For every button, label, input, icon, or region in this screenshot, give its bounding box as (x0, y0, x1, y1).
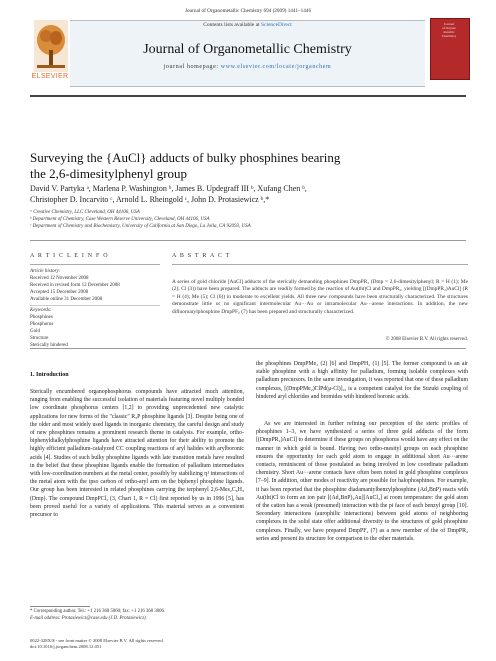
journal-homepage (70, 64, 425, 70)
abstract-divider (30, 348, 466, 349)
publisher-name: ELSEVIER (31, 73, 69, 80)
doi-line: doi:10.1016/j.jorganchem.2008.12.051 (30, 644, 102, 649)
keyword: Gold (30, 329, 40, 334)
cover-line: of Organo (441, 26, 457, 30)
contents-line (70, 22, 425, 28)
keywords-block (30, 307, 165, 349)
intro-right-column: the phosphines DmpPMe₂ (2) [6] and DmpPH₂ (1) [5]. The former compound is an air stable phosphine with a high affinity for palladium, forming isolable complexes with palladium precursors. In the same investigation, it was reported that one of these palladium complexes, [(DmpPMe₂)ClPd(μ-Cl)]₂, is a competent catalyst for the Suzuki coupling of hindered aryl chlorides and bromides with hindered boronic acids. (256, 361, 468, 400)
homepage-link[interactable]: www.elsevier.com/locate/jorganchem (220, 64, 332, 70)
journal-reference: Journal of Organometallic Chemistry 694 (2009) 1441–1446 (184, 8, 312, 14)
abstract-label: A B S T R A C T (172, 253, 231, 259)
keywords-rule (30, 305, 160, 306)
authors-line: Christopher D. Incarvito ᶜ, Arnold L. Rheingold ᶜ, John D. Protasiewicz ᵇ,* (30, 195, 270, 204)
abstract-rule (172, 264, 468, 265)
front-matter-info (30, 638, 330, 650)
article-history (30, 268, 165, 303)
intro-left-column: Sterically encumbered organophosphorus compounds have attracted much attention, ranging from enabling the successful isolation of materials featuring novel multiply bonded low coordinate phosphorus centers [1,2] to providing unprecedented new catalytic applications for new forms of the "classic" R₃P phosphine ligands [3]. Despite being one of the older and most widely used ligands in inorganic chemistry, the careful design and study of new phosphines remains a prominent research theme in catalysis. For example, ortho-biphenyldialkylphosphine ligands have attracted attention for their ability to promote the highly efficient palladium-catalyzed CC coupling reactions of aryl halides with arylboronic acids [4]. Studies of such bulky phosphine ligands with late transition metals have resulted in the belief that these phosphine ligands enable the formation of palladium intermediates with low-coordination numbers at the metal center, possibly by stabilizing η¹ interactions of the metal atom with the ipso carbon of ortho-aryl arm on the biphenyl phosphine ligands. Our group has been interested in related phosphines carrying the terphenyl 2,6-Mes₂C₆H₃ (Dmp). The compound DmpPCl₂ (3, Chart 1, R = Cl) first reported by us in 1996 [5], has been proved useful for a variety of applications. This material serves as a convenient precursor to (30, 389, 244, 519)
paper-title-line: the 2,6-dimesitylphenyl group (30, 166, 188, 181)
abstract-text: A series of gold chloride [AuCl] adducts of the sterically demanding phosphines DmpPR₂ (Dmp = 2,6-dimesitylphenyl; R = H (1); Me (2); Cl (3)) have been prepared. The adducts are readily formed by the reaction of Au(tht)Cl and DmpPR₂, yielding [(DmpPR₂)AuCl] (R = H (4); Me (5); Cl (6)) in moderate to excellent yields. All three new compounds have been structurally characterized. The structures demonstrate little or no significant intermolecular Au···Au or intramolecular Au···arene interactions. In addition, the new difluoroarylphosphine DmpPF₂ (7) has been prepared and structurally characterized. (172, 279, 468, 315)
footnote-line: * Corresponding author. Tel.: +1 216 368 5060; fax: +1 216 368 3006. (30, 609, 166, 614)
keyword: Phosphorus (30, 322, 54, 327)
cover-line: Journal (443, 22, 455, 26)
footnote-email: E-mail address: Protasiewicz@case.edu (J.D. Protasiewicz). (30, 615, 147, 621)
section-heading: 1. Introduction (30, 372, 69, 378)
history-item: Available online 31 December 2008 (30, 297, 103, 302)
article-info-rule (30, 264, 160, 265)
affiliation: ᶜ Department of Chemistry and Biochemistry, University of California at San Diego, La Jolla, CA 92093, USA (30, 224, 251, 229)
keyword: Sterically hindered (30, 343, 68, 348)
article-info-label: A R T I C L E I N F O (30, 253, 109, 259)
paper-title-line: Surveying the {AuCl} adducts of bulky phosphines bearing (30, 150, 341, 165)
cover-line: Chemistry (441, 34, 457, 38)
cover-title (432, 22, 466, 38)
issn-line: 0022-328X/$ - see front matter © 2008 Elsevier B.V. All rights reserved. (30, 638, 164, 643)
author-list (30, 183, 470, 205)
sciencedirect-link[interactable]: ScienceDirect (260, 22, 292, 28)
affiliation: ᵇ Department of Chemistry, Case Western Reserve University, Cleveland, OH 44106, USA (30, 217, 210, 222)
contents-prefix: Contents lists available at (203, 22, 261, 28)
authors-line: David V. Partyka ᵃ, Marlena P. Washington ᵇ, James B. Updegraff III ᵇ, Xufang Chen ᵇ, (30, 184, 307, 193)
elsevier-tree-logo (34, 20, 68, 72)
journal-title: Journal of Organometallic Chemistry (143, 42, 352, 57)
paper-title (30, 150, 470, 182)
keyword: Structure (30, 336, 49, 341)
history-item: Received in revised form 12 December 2008 (30, 283, 120, 288)
intro-right-column-continued: As we are interested in further refining our perception of the steric profiles of phosphines 1–3, we have synthesized a series of three gold adducts of the form [(DmpPR₂)AuCl] to determine if these groups on phosphorus would have any effect on the manner in which gold is bound. Having two ortho-mesityl groups on each phosphine ensures the opportunity for each gold atom to engage in additional short Au···arene contacts, reminiscent of those postulated as being involved in low coordinate palladium chemistry. Short Au···arene contacts have often been noted in gold phosphine complexes [7–9]. In addition, other modes of reactivity are possible for halophosphines. For example, it has been reported that the phosphine diadamantylbenzylphosphine (Ad₂BnP) reacts with Au(tht)Cl to form an ion pair [(Ad₂BnP)₂Au][AuCl₂] at room temperature: the gold atom of the cation has a weak (presumed) interaction with the pi face of each benzyl group [10]. Secondary interactions (aurophilic interactions) between gold atoms of neighboring complexes in the solid state offer additional diversity to the structures of gold phosphine complexes. Finally, we have prepared DmpPF₂ (7) as a new member of the of DmpPR₂ series and present its structure for comparison to the other materials. (256, 421, 468, 542)
affiliation-divider (30, 240, 466, 241)
keywords-label: Keywords: (30, 308, 52, 313)
cover-line: metallic (443, 30, 455, 34)
corresponding-author-footnote (30, 609, 244, 622)
header-divider (30, 95, 466, 97)
affiliation: ᵃ Creative Chemistry, LLC Cleveland, OH 44106, USA (30, 210, 140, 215)
keyword: Phosphines (30, 315, 53, 320)
footnote-rule (30, 606, 90, 607)
homepage-prefix: journal homepage: (163, 64, 221, 70)
abstract-copyright: © 2008 Elsevier B.V. All rights reserved. (385, 337, 468, 342)
history-item: Accepted 15 December 2008 (30, 290, 89, 295)
history-item: Received 12 November 2008 (30, 276, 89, 281)
history-label: Article history: (30, 269, 61, 274)
